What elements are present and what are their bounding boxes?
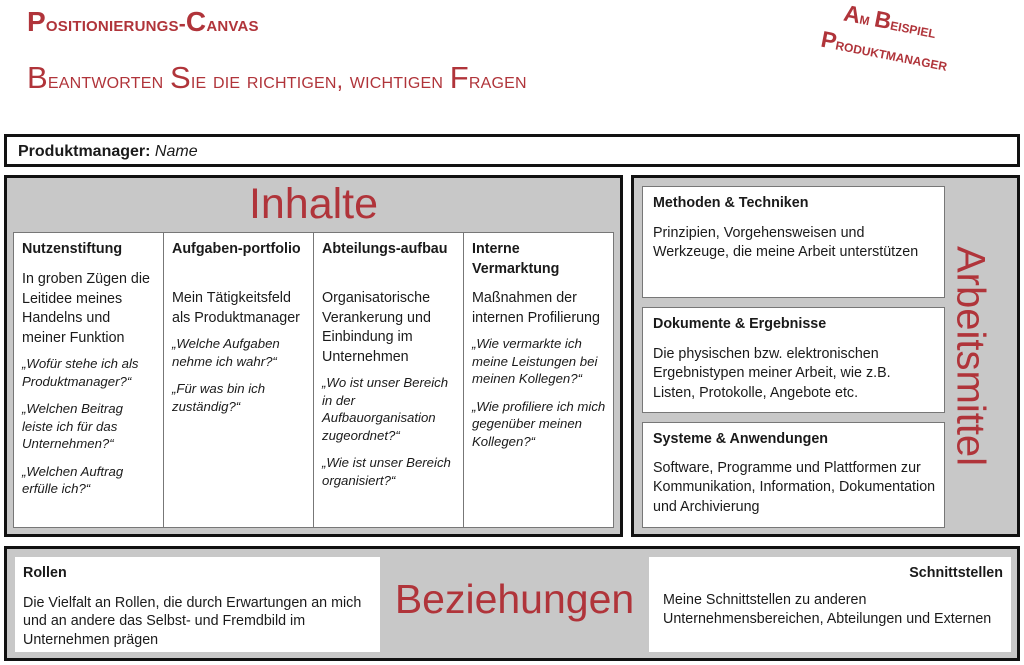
column-abteilungsaufbau	[314, 233, 464, 527]
column-text: Maßnahmen der internen Profilierung	[472, 290, 600, 326]
page-subtitle	[27, 60, 527, 96]
schnittstellen-title: Schnittstellen	[909, 565, 1003, 581]
title-part: anvas	[206, 13, 259, 36]
column-title: Aufgaben-portfolio	[172, 241, 301, 257]
column-nutzenstiftung	[14, 233, 164, 527]
title-part: P	[27, 6, 46, 37]
subtitle-part: B	[27, 60, 48, 95]
box-text: Software, Programme und Plattformen zur Kommunikation, Information, Dokumentation und Archivierung	[653, 459, 936, 515]
column-text: In groben Zügen die Leitidee meines Handelns und meiner Funktion	[22, 271, 150, 346]
subtitle-part: ie die richtigen, wichtigen	[190, 67, 450, 93]
column-question: „Wie ist unser Bereich organisiert?“	[322, 455, 451, 488]
inhalte-heading: Inhalte	[248, 180, 379, 228]
rollen-title: Rollen	[23, 565, 67, 581]
stamp-part: m	[858, 8, 877, 31]
column-question: „Wie profiliere ich mich gegenüber meinen Kollegen?“	[472, 398, 606, 449]
arbeitsmittel-panel	[631, 175, 1020, 537]
column-question: „Welchen Auftrag erfülle ich?“	[22, 463, 124, 496]
box-systeme	[642, 422, 945, 528]
column-question: „Für was bin ich zuständig?“	[172, 381, 266, 414]
stamp-part: eispiel	[888, 14, 938, 43]
page-title	[27, 6, 259, 38]
example-stamp	[778, 0, 996, 87]
column-aufgabenportfolio	[164, 233, 314, 527]
box-dokumente	[642, 307, 945, 413]
rollen-box	[15, 557, 380, 652]
beziehungen-panel	[4, 546, 1020, 661]
box-text: Die physischen bzw. elektronischen Ergebnistypen meiner Arbeit, wie z.B. Listen, Protokolle, Angebote etc.	[653, 345, 891, 401]
profile-bar	[4, 134, 1020, 167]
subtitle-part: F	[449, 60, 469, 95]
schnittstellen-box	[649, 557, 1011, 652]
box-methoden	[642, 186, 945, 298]
box-title: Methoden & Techniken	[653, 195, 809, 211]
title-part: C	[185, 6, 207, 37]
column-question: „Welchen Beitrag leiste ich für das Unternehmen?“	[22, 401, 123, 451]
column-text: Organisatorische Verankerung und Einbindung im Unternehmen	[322, 290, 431, 365]
column-title: Abteilungs-aufbau	[322, 241, 448, 257]
column-question: „Wofür stehe ich als Produktmanager?“	[22, 356, 139, 389]
beziehungen-heading: Beziehungen	[394, 576, 635, 622]
arbeitsmittel-heading: Arbeitsmittel	[948, 245, 993, 467]
stamp-part: A	[841, 0, 863, 29]
inhalte-panel	[4, 175, 623, 537]
column-title: Interne Vermarktung	[472, 241, 560, 277]
schnittstellen-text: Meine Schnittstellen zu anderen Unternehmensbereichen, Abteilungen und Externen	[663, 592, 992, 627]
subtitle-part: eantworten	[47, 67, 170, 93]
column-title: Nutzenstiftung	[22, 241, 123, 257]
column-question: „Welche Aufgaben nehme ich wahr?“	[172, 336, 280, 369]
box-title: Systeme & Anwendungen	[653, 431, 829, 447]
subtitle-part: S	[169, 60, 191, 95]
stamp-part: P	[818, 25, 839, 55]
title-part: ositionierungs-	[45, 13, 186, 36]
stamp-part: roduktmanager	[834, 34, 950, 75]
column-question: „Wie vermarkte ich meine Leistungen bei meinen Kollegen?“	[472, 336, 598, 386]
column-interne-vermarktung	[464, 233, 613, 527]
profile-label: Produktmanager:	[18, 143, 151, 160]
column-question: „Wo ist unser Bereich in der Aufbauorganisation zugeordnet?“	[322, 375, 449, 443]
column-text: Mein Tätigkeitsfeld als Produktmanager	[172, 290, 300, 326]
stamp-part: B	[872, 5, 894, 35]
inhalte-columns	[13, 232, 614, 528]
subtitle-part: ragen	[468, 67, 527, 93]
profile-name-value: Name	[154, 143, 198, 160]
rollen-text: Die Vielfalt an Rollen, die durch Erwartungen an mich und an andere das Selbst- und Fremdbild im Unternehmen prägen	[23, 594, 362, 648]
box-text: Prinzipien, Vorgehensweisen und Werkzeuge, die meine Arbeit unterstützen	[653, 224, 919, 260]
box-title: Dokumente & Ergebnisse	[653, 316, 827, 332]
